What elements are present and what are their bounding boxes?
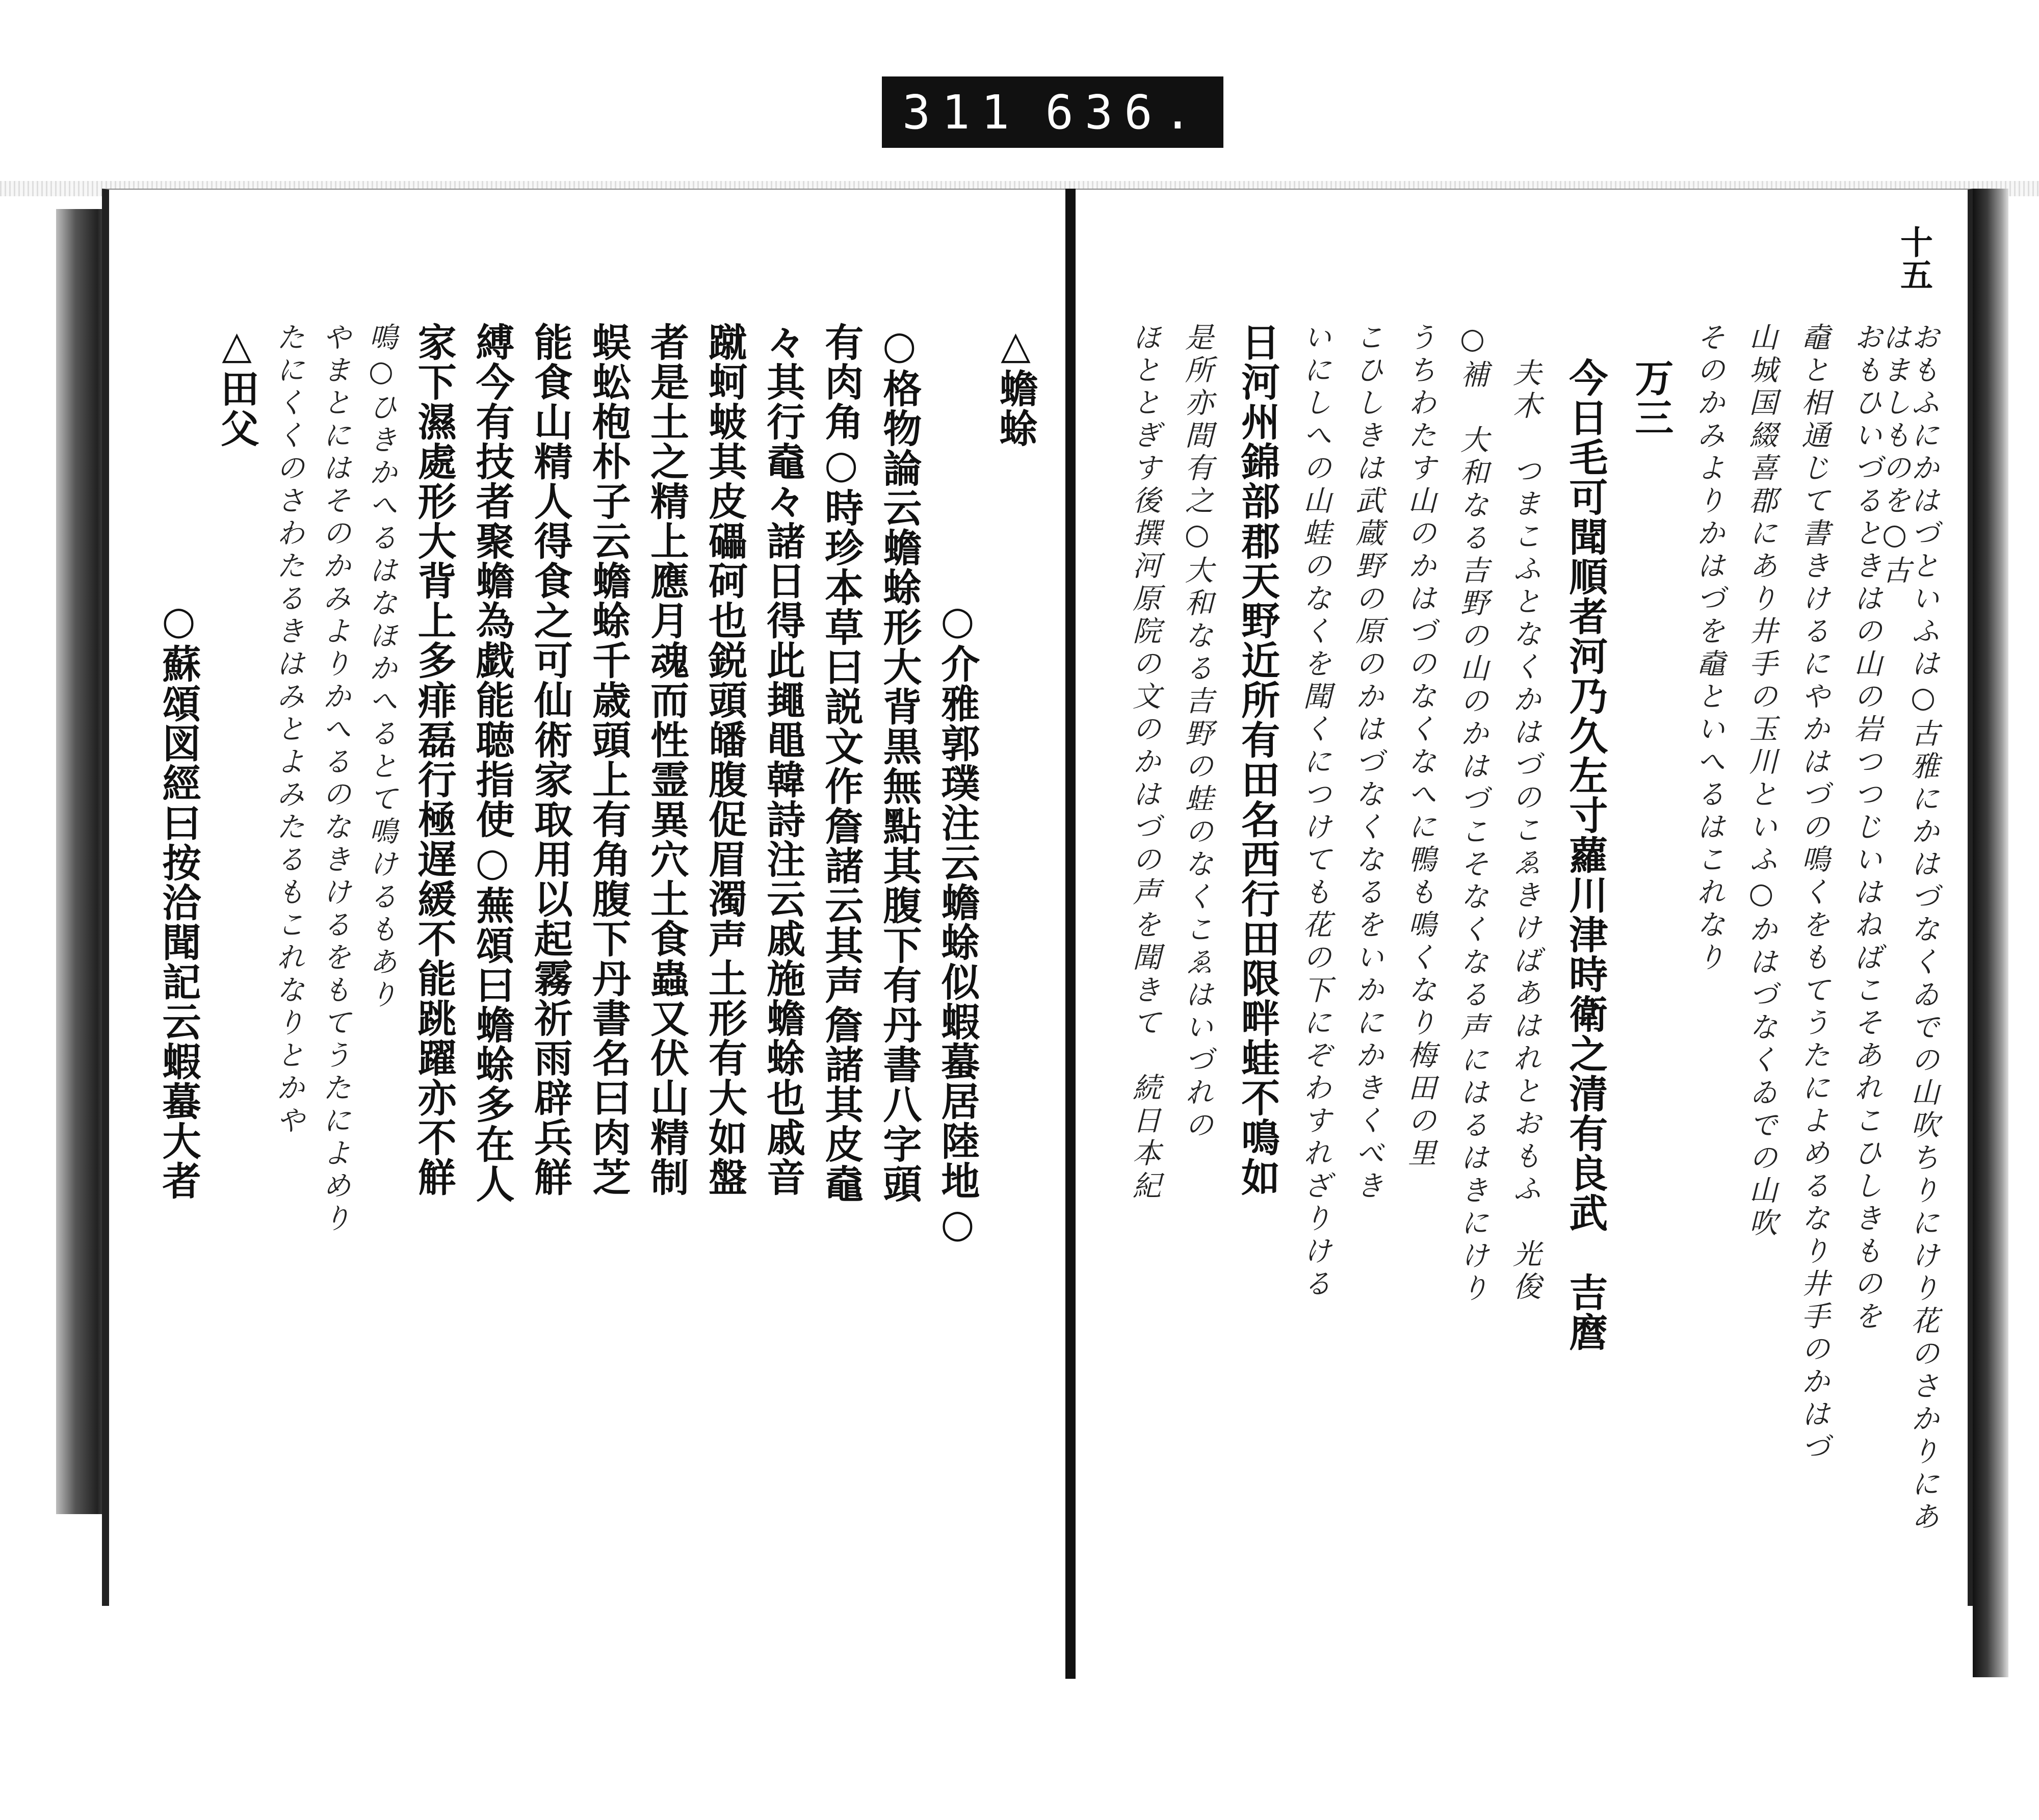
left-column: 有肉角○時珍本草曰説文作詹諸云其声詹諸其皮鼀 [818,322,864,1204]
left-column: ○格物論云蟾蜍形大背黒無點其腹下有丹書八字頭 [876,322,922,1204]
right-column: 日河州錦部郡天野近所有田名西行田限畔蛙不鳴如 [1235,322,1280,1197]
right-page [1076,189,1973,1606]
folio-number: 十五 [1895,225,1933,291]
call-number-left: 311 [902,85,1021,140]
left-column: 蹴蚵蚾其皮礧砢也鋭頭皤腹促眉濁声土形有大如盤 [702,322,748,1197]
right-cover-shadow [1973,189,2008,1677]
left-column: ○介雅郭璞注云蟾蜍似蝦蟇居陸地○ [934,597,980,1247]
left-column: 々其行鼀々諸日得此䵷黽韓詩注云戚施蟾蜍也戚音 [760,322,806,1197]
right-column: いにしへの山蛙のなくを聞くにつけても花の下にぞわすれざりける [1298,322,1332,1301]
left-column: △田父 [214,322,260,448]
right-column: 山城国綴喜郡にあり井手の玉川といふ○かはづなくゐでの山吹 [1744,322,1778,1240]
book-gutter [1065,189,1076,1679]
right-column: 万三 [1628,358,1674,437]
right-column: こひしきは武蔵野の原のかはづなくなるをいかにかきくべき [1351,322,1384,1203]
right-column: 今日毛可聞順者河乃久左寸蘿川津時衛之清有良武 吉麿 [1562,358,1608,1352]
right-column: おもふにかはづといふは○古雅にかはづなくゐでの山吹ちりにけり花のさかりにあはましものを○古 [1878,322,1940,1534]
book-spread [56,189,2008,1679]
right-column: そのかみよりかはづを鼀といへるはこれなり [1692,322,1726,975]
left-column: 者是土之精上應月魂而性霊異穴土食蟲又伏山精制 [644,322,690,1197]
right-column: ほととぎす後撰河原院の文のかはづの声を聞きて 続日本紀 [1128,322,1161,1203]
right-column: おもひいづるときはの山の岩つつじいはねばこそあれこひしきものを [1849,322,1883,1334]
left-column: ○蘇頌図經曰按洽聞記云蝦蟇大者 [156,597,202,1201]
left-column: 鳴○ひきかへるはなほかへるとて鳴けるもあり [364,322,398,1012]
left-column: △蟾蜍 [993,322,1038,448]
call-number-label [882,76,1223,148]
right-column: 夫木 つまこふとなくかはづのこゑきけばあはれとおもふ 光俊 [1508,358,1541,1304]
left-column: 縛今有技者聚蟾為戯能聴指使○蕪頌曰蟾蜍多在人 [469,322,515,1204]
right-column: うちわたす山のかはづのなくなへに鴨も鳴くなり梅田の里 [1403,322,1437,1171]
left-page [102,189,1065,1606]
call-number-right: 636. [1045,85,1203,140]
right-column: 是所亦間有之○大和なる吉野の蛙のなくこゑはいづれの [1180,322,1214,1142]
left-column: やまとにはそのかみよりかへるのなきけるをもてうたによめり [318,322,352,1236]
left-column: 家下濕處形大背上多痱磊行極遅緩不能跳躍亦不觧 [411,322,457,1197]
left-column: たにくくのさわたるきはみとよみたるもこれなりとかや [272,322,305,1138]
right-page-text [1106,322,1940,1545]
right-column: 鼀と相通じて書きけるにやかはづの鳴くをもてうたによめるなり井手のかはづ [1797,322,1831,1464]
left-page-text [140,322,1038,1545]
left-column: 能食山精人得食之可仙術家取用以起霧祈雨辟兵觧 [528,322,573,1197]
left-cover-shadow [56,209,104,1514]
right-column: ○補 大和なる吉野の山のかはづこそなくなる声にはるはきにけり [1455,322,1489,1306]
left-column: 蜈蚣枹朴子云蟾蜍千歳頭上有角腹下丹書名曰肉芝 [586,322,632,1197]
